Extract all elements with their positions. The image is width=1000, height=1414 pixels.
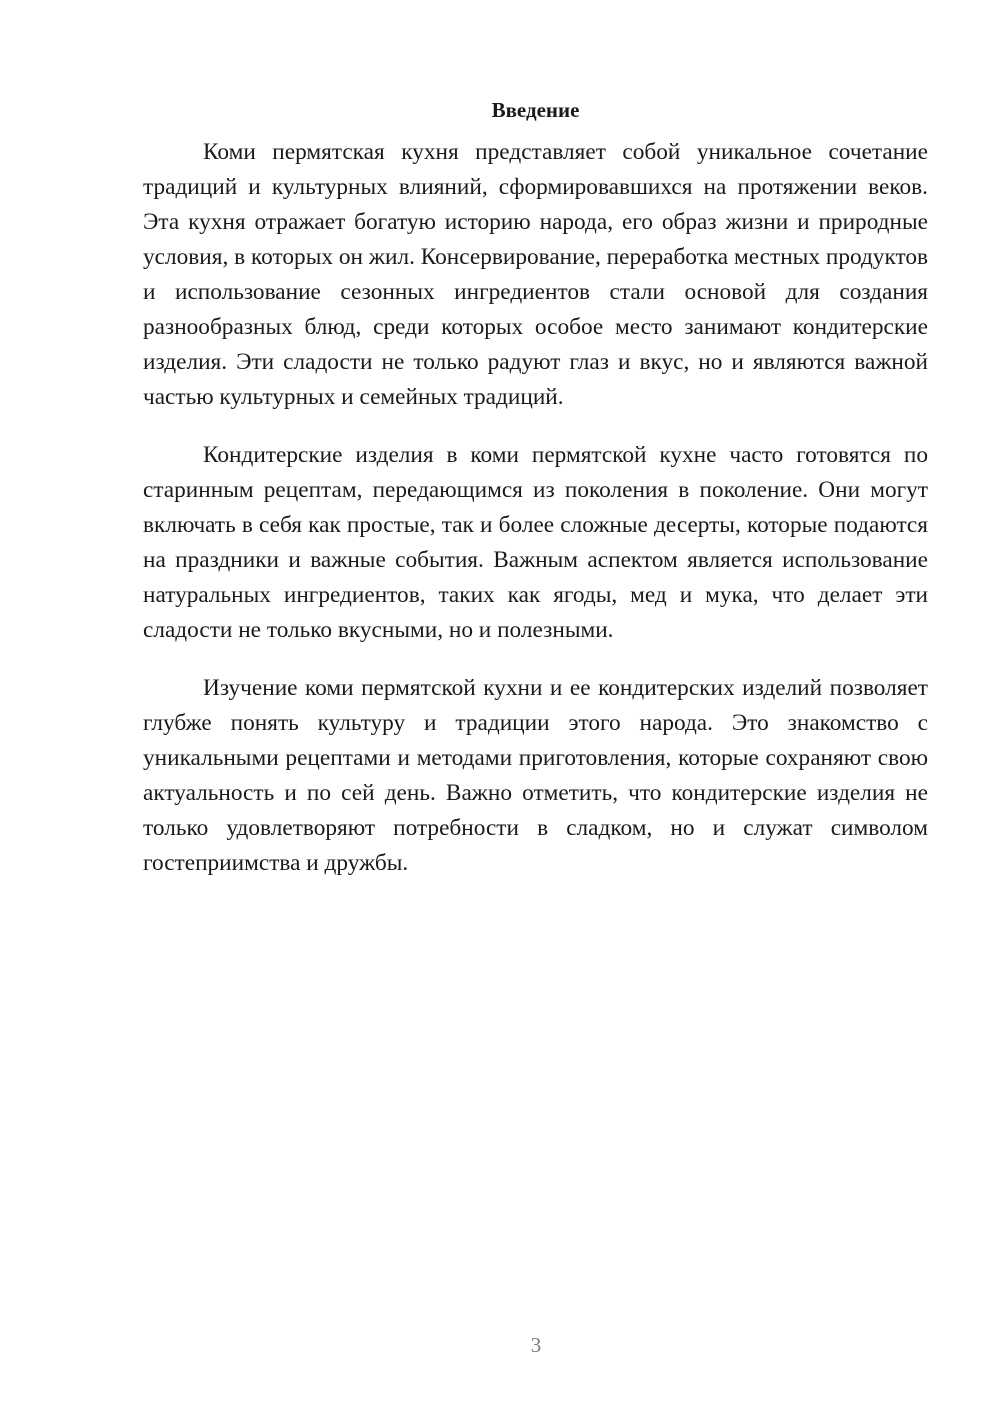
paragraph: Коми пермятская кухня представляет собой уникальное сочетание традиций и культурных влияний, сформировавшихся на протяжении веков. Эта кухня отражает богатую историю народа, его образ жизни и природные условия, в которых он жил. Консервирование, переработка местных продуктов и использование сезонных ингредиентов стали основой для создания разнообразных блюд, среди которых особое место занимают кондитерские изделия. Эти сладости не только радуют глаз и вкус, но и являются важной частью культурных и семейных традиций.	[143, 139, 928, 410]
page-number: 3	[530, 1333, 542, 1357]
section-title: Введение	[491, 98, 580, 122]
document-page	[143, 92, 928, 904]
paragraph: Изучение коми пермятской кухни и ее кондитерских изделий позволяет глубже понять культуру и традиции этого народа. Это знакомство с уникальными рецептами и методами приготовления, которые сохраняют свою актуальность и по сей день. Важно отметить, что кондитерские изделия не только удовлетворяют потребности в сладком, но и служат символом гостеприимства и дружбы.	[143, 675, 928, 876]
paragraph: Кондитерские изделия в коми пермятской кухне часто готовятся по старинным рецептам, передающимся из поколения в поколение. Они могут включать в себя как простые, так и более сложные десерты, которые подаются на праздники и важные события. Важным аспектом является использование натуральных ингредиентов, таких как ягоды, мед и мука, что делает эти сладости не только вкусными, но и полезными.	[143, 442, 928, 643]
